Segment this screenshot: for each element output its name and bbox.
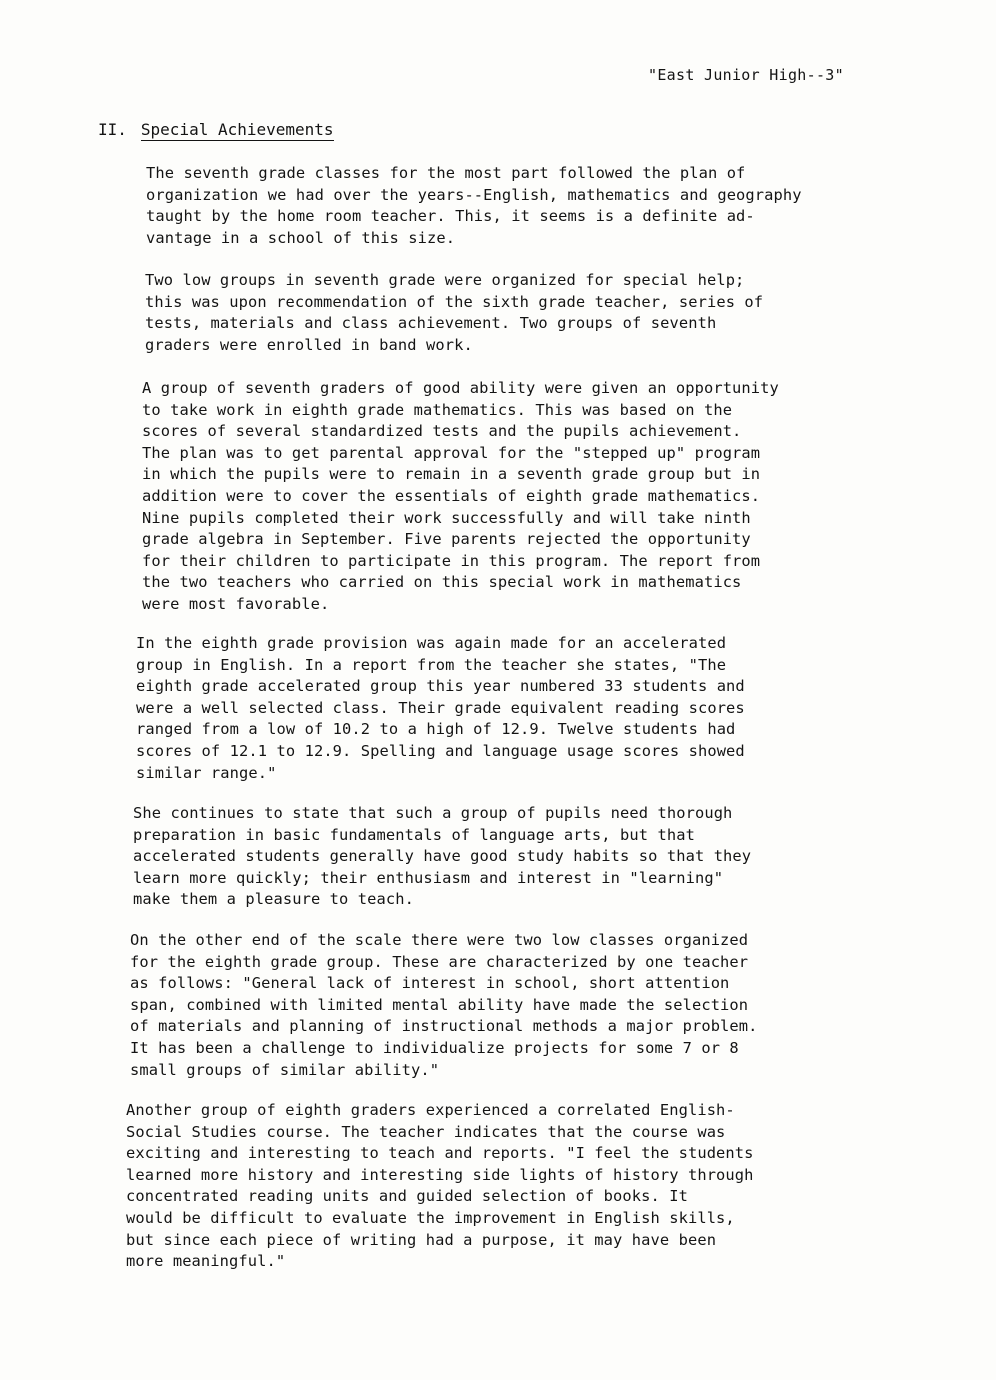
paragraph-line: The plan was to get parental approval for the "stepped up" program <box>142 443 761 462</box>
paragraph-line: to take work in eighth grade mathematics. This was based on the <box>142 400 733 419</box>
paragraph-line: A group of seventh graders of good ability were given an opportunity <box>142 379 779 397</box>
paragraph-line: but since each piece of writing had a purpose, it may have been <box>126 1230 717 1249</box>
paragraph-line: small groups of similar ability." <box>130 1060 440 1079</box>
paragraph-3 <box>142 378 779 616</box>
paragraph-line: scores of 12.1 to 12.9. Spelling and language usage scores showed <box>136 741 745 760</box>
paragraph-2 <box>145 270 763 356</box>
section-title: Special Achievements <box>140 120 334 139</box>
paragraph-line: The seventh grade classes for the most part followed the plan of <box>146 164 746 182</box>
paragraph-line: eighth grade accelerated group this year numbered 33 students and <box>136 677 745 696</box>
paragraph-line: this was upon recommendation of the sixth grade teacher, series of <box>145 292 764 311</box>
paragraph-line: similar range." <box>136 763 277 782</box>
section-heading <box>98 120 334 141</box>
paragraph-line: exciting and interesting to teach and reports. "I feel the students <box>126 1144 754 1163</box>
paragraph-line: scores of several standardized tests and the pupils achievement. <box>142 422 742 441</box>
paragraph-line: Two low groups in seventh grade were organized for special help; <box>145 271 745 289</box>
paragraph-line: graders were enrolled in band work. <box>145 335 473 354</box>
paragraph-line: for their children to participate in this program. The report from <box>142 551 761 570</box>
paragraph-line: She continues to state that such a group of pupils need thorough <box>133 804 733 822</box>
paragraph-line: Social Studies course. The teacher indicates that the course was <box>126 1122 726 1141</box>
paragraph-line: of materials and planning of instructional methods a major problem. <box>130 1017 758 1036</box>
paragraph-line: learned more history and interesting side lights of history through <box>126 1165 754 1184</box>
paragraph-line: learn more quickly; their enthusiasm and interest in "learning" <box>133 868 724 887</box>
paragraph-line: grade algebra in September. Five parents rejected the opportunity <box>142 530 751 549</box>
paragraph-1 <box>146 163 802 249</box>
paragraph-line: were most favorable. <box>142 594 330 613</box>
paragraph-line: concentrated reading units and guided selection of books. It <box>126 1187 688 1206</box>
paragraph-line: vantage in a school of this size. <box>146 228 456 247</box>
paragraph-5 <box>133 803 751 911</box>
paragraph-line: for the eighth grade group. These are characterized by one teacher <box>130 952 749 971</box>
paragraph-line: addition were to cover the essentials of eighth grade mathematics. <box>142 486 761 505</box>
page-header-tag: "East Junior High--3" <box>648 66 844 84</box>
paragraph-line: the two teachers who carried on this special work in mathematics <box>142 573 742 592</box>
paragraph-line: tests, materials and class achievement. Two groups of seventh <box>145 314 717 333</box>
paragraph-7 <box>126 1100 754 1273</box>
paragraph-line: ranged from a low of 10.2 to a high of 12.9. Twelve students had <box>136 720 736 739</box>
paragraph-line: Nine pupils completed their work successfully and will take ninth <box>142 508 751 527</box>
paragraph-line: make them a pleasure to teach. <box>133 890 414 909</box>
paragraph-line: preparation in basic fundamentals of language arts, but that <box>133 825 695 844</box>
paragraph-line: would be difficult to evaluate the improvement in English skills, <box>126 1208 735 1227</box>
paragraph-4 <box>136 633 745 784</box>
paragraph-line: in which the pupils were to remain in a seventh grade group but in <box>142 465 761 484</box>
paragraph-line: On the other end of the scale there were two low classes organized <box>130 931 749 949</box>
paragraph-line: It has been a challenge to individualize projects for some 7 or 8 <box>130 1038 739 1057</box>
paragraph-line: group in English. In a report from the teacher she states, "The <box>136 655 727 674</box>
paragraph-line: more meaningful." <box>126 1252 286 1271</box>
paragraph-6 <box>130 930 758 1081</box>
section-number: II. <box>98 120 127 139</box>
paragraph-line: organization we had over the years--English, mathematics and geography <box>146 185 802 204</box>
paragraph-line: accelerated students generally have good study habits so that they <box>133 847 752 866</box>
paragraph-line: In the eighth grade provision was again made for an accelerated <box>136 634 727 652</box>
paragraph-line: Another group of eighth graders experienced a correlated English- <box>126 1101 735 1119</box>
paragraph-line: as follows: "General lack of interest in school, short attention <box>130 974 730 993</box>
paragraph-line: taught by the home room teacher. This, it seems is a definite ad- <box>146 207 755 226</box>
paragraph-line: were a well selected class. Their grade equivalent reading scores <box>136 698 745 717</box>
paragraph-line: span, combined with limited mental ability have made the selection <box>130 995 749 1014</box>
